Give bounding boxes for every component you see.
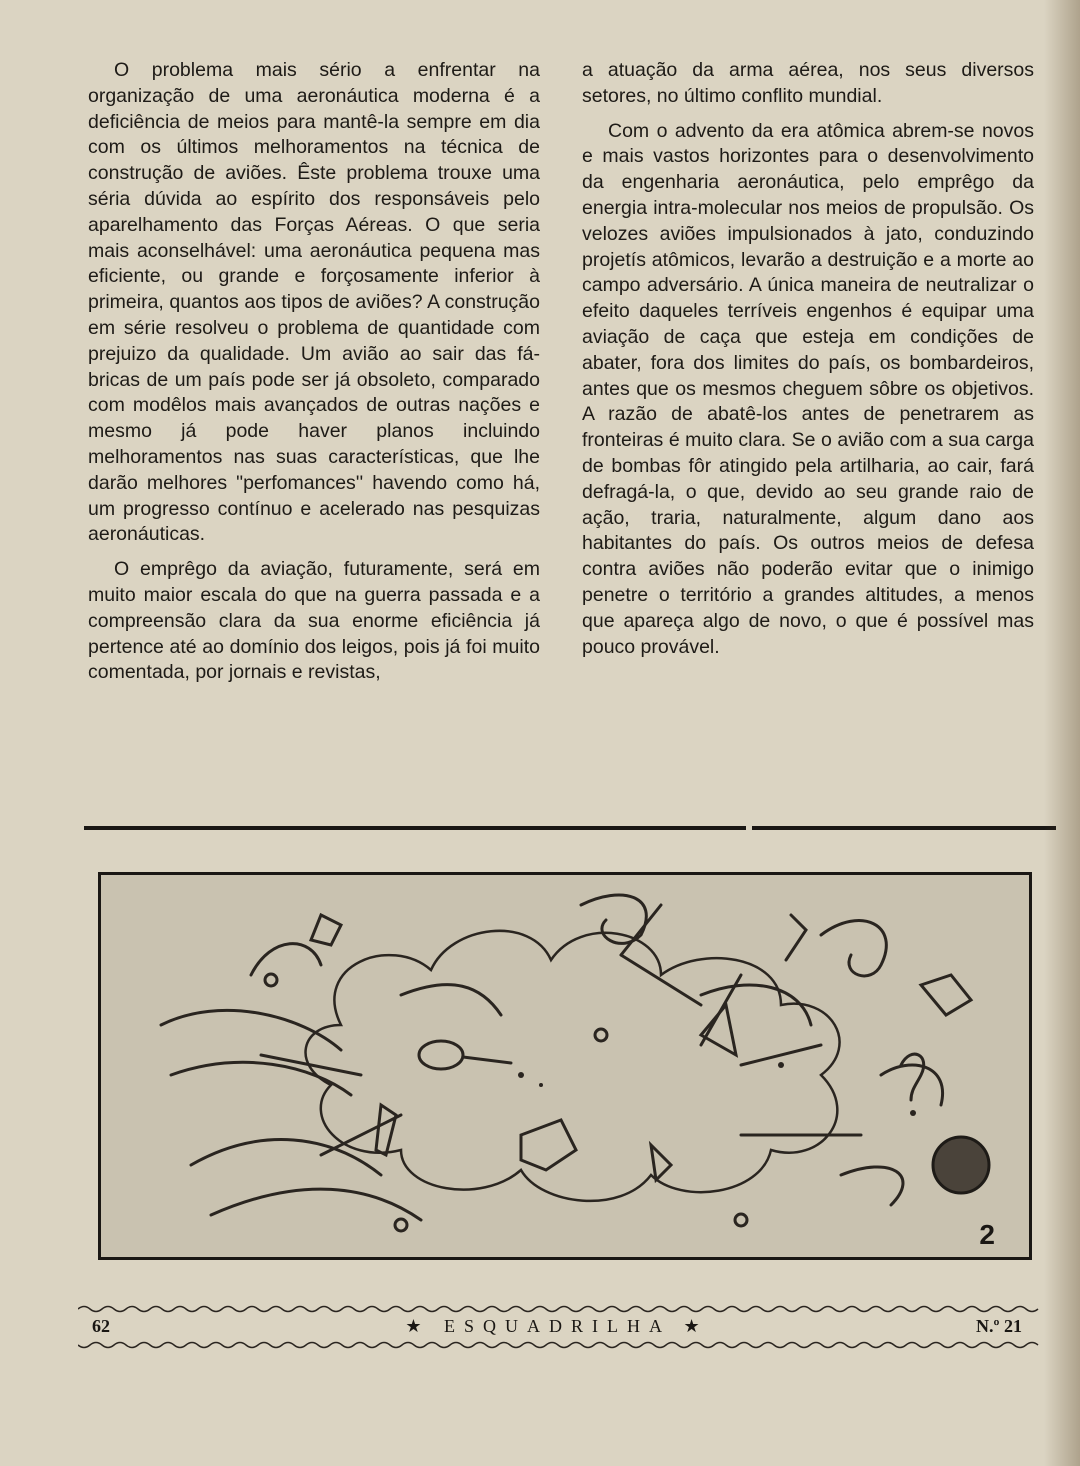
section-divider bbox=[752, 826, 1056, 830]
issue-number: N.º 21 bbox=[976, 1316, 1022, 1336]
paragraph: O emprêgo da aviação, futuramente, será em muito maior escala do que na guerra passada e a compreensão clara da sua enorme eficiência já pertence até ao domínio dos leigos, pois já foi muito comentada, por jornais e revistas, bbox=[88, 558, 540, 684]
footer-wave-bottom bbox=[78, 1340, 1040, 1350]
paragraph: a atuação da arma aérea, nos seus diversos setores, no último conflito mundial. bbox=[582, 59, 1034, 107]
section-divider bbox=[84, 826, 746, 830]
page-footer bbox=[92, 1316, 1022, 1342]
magazine-title: ★ ESQUADRILHA ★ bbox=[405, 1316, 709, 1336]
explosion-drawing bbox=[101, 875, 1029, 1257]
explosion-illustration bbox=[98, 872, 1032, 1260]
left-column bbox=[88, 58, 540, 686]
paragraph: O problema mais sério a enfrentar na organização de uma aeronáutica moderna é a deficiência de meios para mantê-la sempre em dia com os últimos melhoramentos na técnica de construção de aviões. Êste problema trouxe uma séria dúvida ao espírito dos responsáveis pelo aparelhamento das Forças Aéreas. O que seria mais aconselhável: uma aeronáutica pequena mas eficiente, ou grande e forçosamente inferior à primeira, quantos aos tipos de aviões? A construção em série resolveu o problema de quantidade com prejuizo da qualidade. Um avião ao sair das fábricas de um país pode ser já obsoleto, comparado com modêlos mais avançados de outras nações e mesmo já pode haver planos incluindo melhoramentos nas suas características, que lhe darão melhores "perfomances'' havendo como há, um progresso contínuo e acelerado nas pesquizas aeronáuticas. bbox=[88, 59, 540, 546]
paragraph: Com o advento da era atômica abrem-se novos e mais vastos horizontes para o desenvolvimento da engenharia aeronáutica, pelo emprêgo da energia intra-molecular nos meios de propulsão. Os velozes aviões impulsionados à jato, conduzindo projetís atômicos, levarão a destruição e a morte ao campo adversário. A única maneira de neutralizar o efeito daqueles terríveis engenhos é equipar uma aviação de caça que esteja em condições de abater, fora dos limites do país, os bombardeiros, antes que os mesmos cheguem sôbre os objetivos. A razão de abatê-los antes de penetrarem as fronteiras é muito clara. Se o avião com a sua carga de bombas fôr atingido pela artilharia, ao cair, fará defragá-la, o que, devido ao seu grande raio de ação, traria, naturalmente, algum dano aos habitantes do país. Os outros meios de defesa contra aviões não poderão evitar que o inimigo penetre o território a grandes altitudes, a menos que apareça algo de novo, o que é possível mas pouco provável. bbox=[582, 119, 1034, 658]
footer-wave-top bbox=[78, 1304, 1040, 1314]
right-column bbox=[582, 58, 1034, 660]
article-body bbox=[88, 58, 1046, 818]
illustration-number: 2 bbox=[979, 1219, 995, 1250]
page-number: 62 bbox=[92, 1316, 110, 1336]
